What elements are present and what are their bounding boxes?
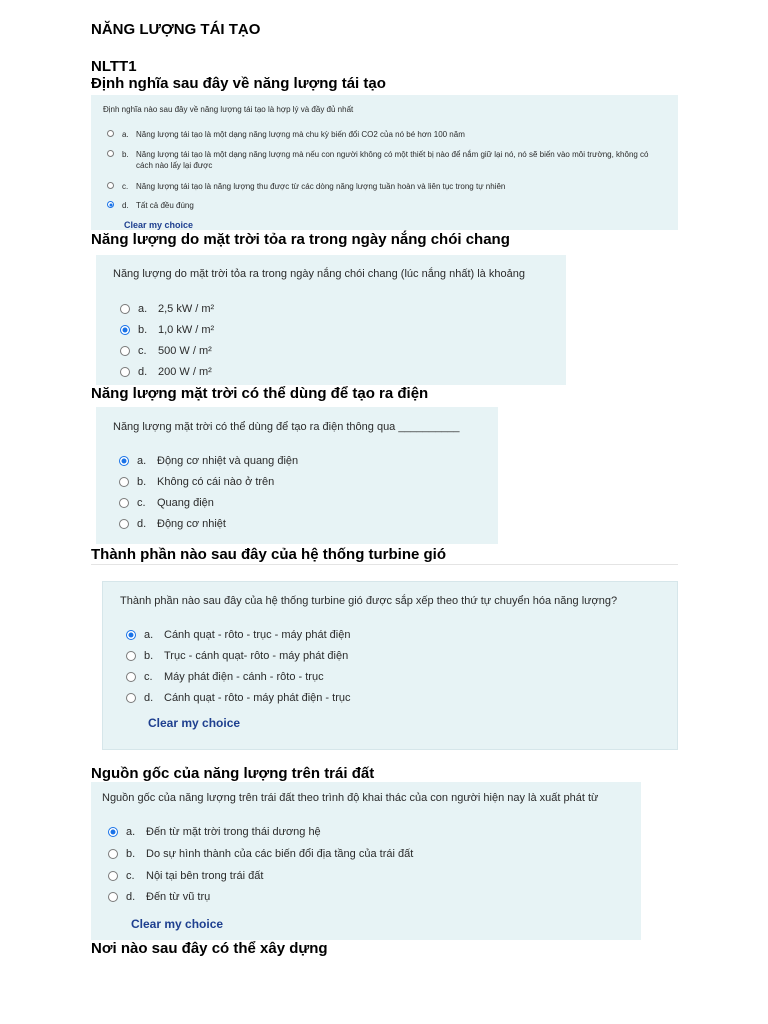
question-4-option-b[interactable]: [126, 649, 348, 663]
question-4-option-c[interactable]: [126, 670, 324, 684]
divider: [91, 564, 678, 565]
option-label: Do sự hình thành của các biến đổi địa tầng của trái đất: [146, 848, 414, 860]
radio-button-selected[interactable]: [107, 201, 114, 208]
question-3-option-d[interactable]: [119, 517, 226, 531]
option-label: Không có cái nào ở trên: [157, 476, 275, 488]
option-label: Năng lượng tái tạo là một dạng năng lượng mà chu kỳ biến đổi CO2 của nó bé hơn 100 năm: [136, 130, 465, 139]
question-1-card: [91, 95, 678, 230]
option-label: Máy phát điện - cánh - rôto - trục: [164, 671, 324, 683]
option-letter: d.: [126, 891, 136, 903]
option-letter: c.: [137, 497, 146, 509]
option-label: Động cơ nhiệt: [157, 518, 226, 530]
question-5-heading: Nguồn gốc của năng lượng trên trái đất: [91, 765, 375, 782]
question-1-option-b[interactable]: [107, 149, 667, 171]
radio-button[interactable]: [126, 672, 136, 682]
question-2-option-a[interactable]: [120, 302, 214, 316]
question-5-option-a[interactable]: [108, 825, 321, 839]
option-label: 500 W / m²: [158, 345, 212, 357]
clear-choice-link[interactable]: Clear my choice: [148, 716, 241, 730]
radio-button-selected[interactable]: [108, 827, 118, 837]
radio-button[interactable]: [120, 367, 130, 377]
question-4-option-a[interactable]: [126, 628, 350, 642]
question-3-card: [96, 407, 498, 544]
option-letter: c.: [144, 671, 153, 683]
radio-button[interactable]: [107, 150, 114, 157]
option-letter: c.: [122, 182, 129, 191]
question-5-text: Nguồn gốc của năng lượng trên trái đất theo trình độ khai thác của con người hiện nay là xuất phát từ: [102, 792, 599, 804]
option-label: 2,5 kW / m²: [158, 303, 215, 315]
option-letter: c.: [126, 870, 135, 882]
question-3-option-b[interactable]: [119, 475, 274, 489]
question-2-option-d[interactable]: [120, 365, 212, 379]
question-2-card: [96, 255, 566, 385]
radio-button[interactable]: [119, 519, 129, 529]
document-title: NĂNG LƯỢNG TÁI TẠO: [91, 21, 261, 38]
question-1-option-c[interactable]: [107, 181, 667, 192]
clear-choice-link[interactable]: Clear my choice: [124, 220, 194, 230]
option-letter: b.: [137, 476, 147, 488]
option-label: Động cơ nhiệt và quang điện: [157, 455, 299, 467]
option-letter: a.: [126, 826, 136, 838]
option-label: Quang điện: [157, 497, 214, 509]
radio-button[interactable]: [107, 182, 114, 189]
option-letter: d.: [144, 692, 154, 704]
option-letter: b.: [144, 650, 154, 662]
option-label: Đến từ vũ trụ: [146, 891, 211, 903]
option-letter: b.: [126, 848, 136, 860]
question-1-text: Định nghĩa nào sau đây về năng lượng tái tạo là hợp lý và đầy đủ nhất: [103, 105, 354, 114]
radio-button[interactable]: [119, 498, 129, 508]
question-5-option-b[interactable]: [108, 847, 413, 861]
section-code: NLTT1: [91, 58, 137, 75]
radio-button[interactable]: [108, 871, 118, 881]
option-label: Cánh quạt - rôto - máy phát điện - trục: [164, 692, 351, 704]
option-letter: a.: [138, 303, 148, 315]
option-label: Trục - cánh quạt- rôto - máy phát điện: [164, 650, 349, 662]
option-letter: d.: [138, 366, 148, 378]
option-letter: a.: [144, 629, 154, 641]
question-2-text: Năng lượng do mặt trời tỏa ra trong ngày nắng chói chang (lúc nắng nhất) là khoảng: [113, 268, 525, 280]
option-letter: d.: [137, 518, 147, 530]
question-2-option-c[interactable]: [120, 344, 212, 358]
option-label: Đến từ mặt trời trong thái dương hệ: [146, 826, 321, 838]
option-label: Tất cả đều đúng: [136, 201, 194, 210]
question-4-option-d[interactable]: [126, 691, 350, 705]
option-label: 200 W / m²: [158, 366, 212, 378]
option-label: Cánh quạt - rôto - trục - máy phát điện: [164, 629, 351, 641]
radio-button-selected[interactable]: [120, 325, 130, 335]
option-label: 1,0 kW / m²: [158, 324, 215, 336]
question-3-heading: Năng lượng mặt trời có thể dùng để tạo ra điện: [91, 385, 429, 402]
question-5-option-d[interactable]: [108, 890, 210, 904]
question-5-card: [91, 782, 641, 940]
option-label: Năng lượng tái tạo là một dạng năng lượng mà nếu con người không có một thiết bị nào để nắm giữ lại nó, nó sẽ biến vào môi trường, không có cách nào lấy lại được: [136, 150, 649, 170]
radio-button[interactable]: [120, 346, 130, 356]
radio-button[interactable]: [126, 651, 136, 661]
clear-choice-link[interactable]: Clear my choice: [131, 917, 224, 931]
question-4-card: [102, 581, 678, 750]
radio-button-selected[interactable]: [126, 630, 136, 640]
radio-button[interactable]: [107, 130, 114, 137]
question-6-heading: Nơi nào sau đây có thể xây dựng: [91, 940, 328, 957]
option-letter: a.: [122, 130, 129, 139]
radio-button[interactable]: [108, 849, 118, 859]
question-3-option-c[interactable]: [119, 496, 214, 510]
option-letter: a.: [137, 455, 147, 467]
question-1-heading: Định nghĩa sau đây về năng lượng tái tạo: [91, 75, 386, 92]
question-4-heading: Thành phần nào sau đây của hệ thống turbine gió: [91, 546, 447, 563]
question-2-heading: Năng lượng do mặt trời tỏa ra trong ngày nắng chói chang: [91, 231, 510, 248]
option-letter: b.: [138, 324, 148, 336]
radio-button[interactable]: [108, 892, 118, 902]
option-letter: b.: [122, 150, 129, 159]
option-label: Năng lượng tái tạo là năng lượng thu được từ các dòng năng lượng tuần hoàn và liên tục trong tự nhiên: [136, 182, 506, 191]
radio-button-selected[interactable]: [119, 456, 129, 466]
option-label: Nội tại bên trong trái đất: [146, 870, 264, 882]
question-3-option-a[interactable]: [119, 454, 298, 468]
question-2-option-b[interactable]: [120, 323, 214, 337]
question-1-option-a[interactable]: [107, 129, 667, 140]
option-letter: d.: [122, 201, 129, 210]
option-letter: c.: [138, 345, 147, 357]
question-4-text: Thành phần nào sau đây của hệ thống turbine gió được sắp xếp theo thứ tự chuyển hóa năng lượng?: [120, 595, 618, 607]
question-5-option-c[interactable]: [108, 869, 263, 883]
question-3-text: Năng lượng mặt trời có thể dùng để tạo ra điện thông qua __________: [113, 421, 460, 433]
radio-button[interactable]: [120, 304, 130, 314]
radio-button[interactable]: [126, 693, 136, 703]
question-1-option-d[interactable]: [107, 200, 667, 211]
radio-button[interactable]: [119, 477, 129, 487]
